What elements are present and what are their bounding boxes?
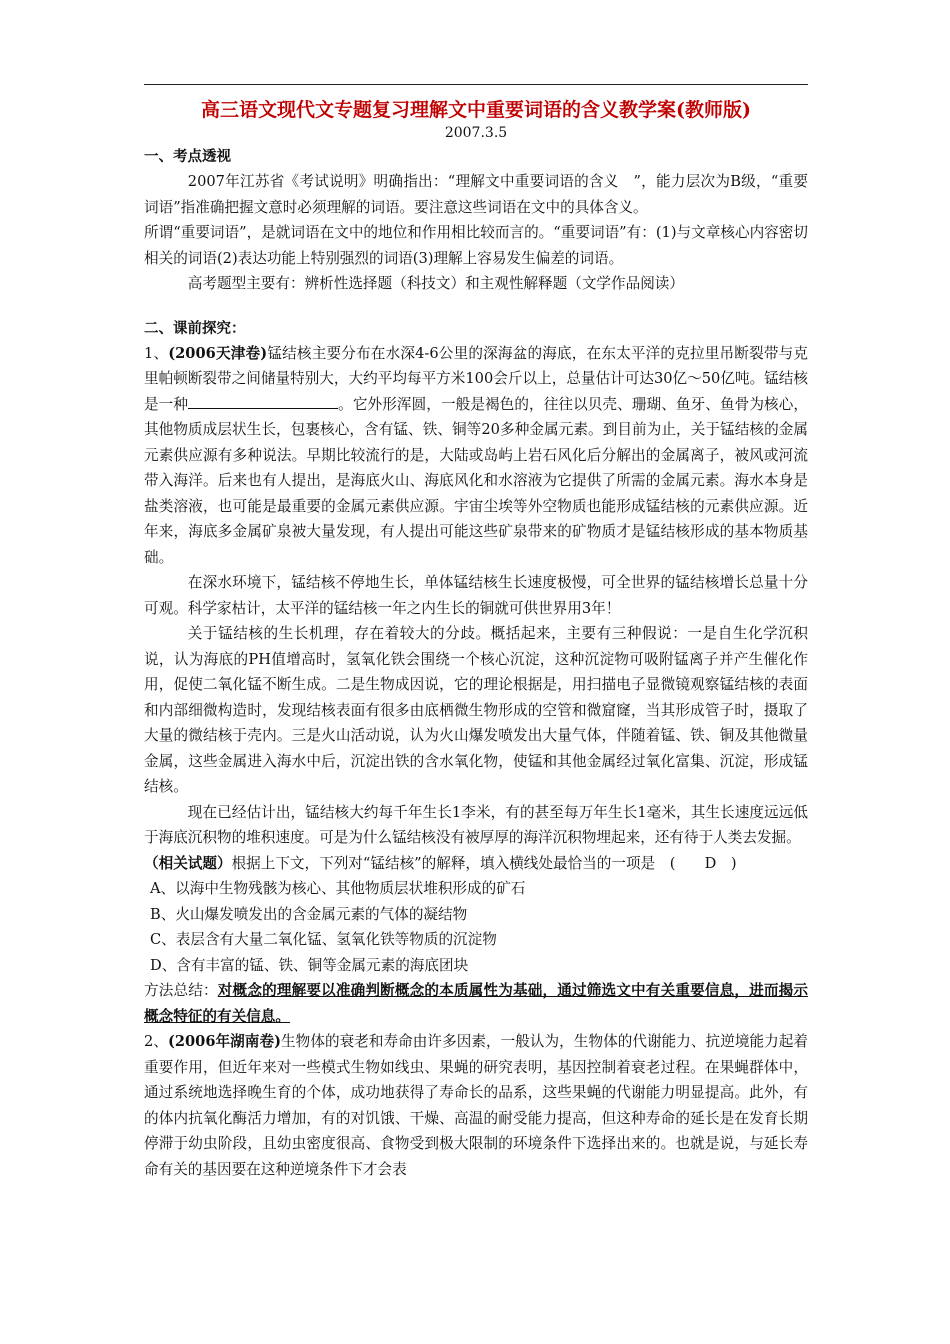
document-page [144,84,808,1182]
q1-text-b: 。它外形浑圆，一般是褐色的，往往以贝壳、珊瑚、鱼牙、鱼骨为核心，其他物质成层状生长，包裹核心，含有锰、铁、铜等20多种金属元素。到目前为止，关于锰结核的金属元素供应源有多种说法。早期比较流行的是，大陆或岛屿上岩石风化后分解出的金属离子，被风或河流带入海洋。后来也有人提出，是海底火山、海底风化和水溶液为它提供了所需的金属元素。海水本身是盐类溶液，也可能是最重要的金属元素供应源。宇宙尘埃等外空物质也能形成锰结核的元素供应源。近年来，海底多金属矿泉被大量发现，有人提出可能这些矿泉带来的矿物质才是锰结核形成的基本物质基础。 [144,395,808,566]
q1-question [144,851,808,877]
section1-para2: 所谓“重要词语”，是就词语在文中的地位和作用相比较而言的。“重要词语”有：(1)与文章核心内容密切相关的词语(2)表达功能上特别强烈的词语(3)理解上容易发生偏差的词语。 [144,224,808,267]
option-c: C、表层含有大量二氧化锰、氢氧化铁等物质的沉淀物 [150,931,497,948]
doc-date: 2007.3.5 [444,125,508,141]
q1-passage-para2: 在深水环境下，锰结核不停地生长，单体锰结核生长速度极慢，可全世界的锰结核增长总量十分可观。科学家枯计，太平洋的锰结核一年之内生长的铜就可供世界用3年！ [144,574,808,617]
q2-source: (2006年湖南卷) [167,1033,281,1050]
section1-heading: 一、考点透视 [144,148,231,165]
q2-passage [144,1029,808,1182]
answer-blank-line [188,394,338,409]
q1-number: 1、 [144,344,169,362]
section1-para1: 2007年江苏省《考试说明》明确指出：“理解文中重要词语的含义 ”，能力层次为B级，“重要词语”指准确把握文意时必须理解的词语。要注意这些词语在文中的具体含义。 [144,173,808,216]
doc-title: 高三语文现代文专题复习理解文中重要词语的含义教学案(教师版) [201,99,751,121]
spacer [144,297,808,317]
q1-question-label: （相关试题） [144,854,232,872]
q1-passage-para1 [144,341,808,571]
method-text: 对概念的理解要以准确判断概念的本质属性为基础，通过筛选文中有关重要信息，进而揭示概念特征的有关信息。 [144,982,808,1025]
q1-source: (2006天津卷) [168,344,268,362]
method-summary [144,978,808,1029]
method-label: 方法总结： [144,982,218,999]
option-b: B、火山爆发喷发出的含金属元素的气体的凝结物 [150,905,468,923]
option-a: A、以海中生物残骸为核心、其他物质层状堆积形成的矿石 [150,880,526,897]
top-rule [144,84,808,85]
section2-heading: 二、课前探究： [144,319,246,337]
q2-text: 生物体的衰老和寿命由许多因素，一般认为，生物体的代谢能力、抗逆境能力起着重要作用，但近年来对一些模式生物如线虫、果蝇的研究表明，基因控制着衰老过程。在果蝇群体中，通过系统地选择晚生育的个体，成功地获得了寿命长的品系，这些果蝇的代谢能力明显提高。此外，有的体内抗氧化酶活力增加，有的对饥饿、干燥、高温的耐受能力提高，但这种寿命的延长是在发育长期停滞于幼虫阶段，且幼虫密度很高、食物受到极大限制的环境条件下选择出来的。也就是说，与延长寿命有关的基因要在这种逆境条件下才会表 [144,1033,808,1178]
option-d: D、含有丰富的锰、铁、铜等金属元素的海底团块 [150,956,469,974]
q1-text-a: 锰结核主要分布在水深4-6公里的深海盆的海底，在东太平洋的克拉里吊断裂带与克里帕顿断裂带之间储量特别大，大约平均每平方米100会斤以上，总量估计可达30亿～50亿吨。锰结核是一种 [144,344,808,413]
q1-passage-para3: 关于锰结核的生长机理，存在着较大的分歧。概括起来，主要有三种假说：一是自生化学沉积说，认为海底的PH值增高时，氢氧化铁会围绕一个核心沉淀，这种沉淀物可吸附锰离子并产生催化作用，促使二氧化锰不断生成。二是生物成因说，它的理论根据是，用扫描电子显微镜观察锰结核的表面和内部细微构造时，发现结核表面有很多由底栖微生物形成的空管和微窟窿，当其形成管子时，摄取了大量的微结核于壳内。三是火山活动说，认为火山爆发喷发出大量气体，伴随着锰、铁、铜及其他微量金属，这些金属进入海水中后，沉淀出铁的含水氧化物，使锰和其他金属经过氧化富集、沉淀，形成锰结核。 [144,625,808,795]
q1-question-text: 根据上下文，下列对“锰结核”的解释，填入横线处最恰当的一项是 ( D ) [231,854,737,872]
q2-number: 2、 [144,1033,168,1050]
q1-passage-para4: 现在已经估计出，锰结核大约每千年生长1李米，有的甚至每万年生长1毫米，其生长速度远远低于海底沉积物的堆积速度。可是为什么锰结核没有被厚厚的海洋沉积物埋起来，还有待于人类去发掘。 [144,803,808,846]
section1-para3: 高考题型主要有：辨析性选择题（科技文）和主观性解释题（文学作品阅读） [187,275,684,292]
